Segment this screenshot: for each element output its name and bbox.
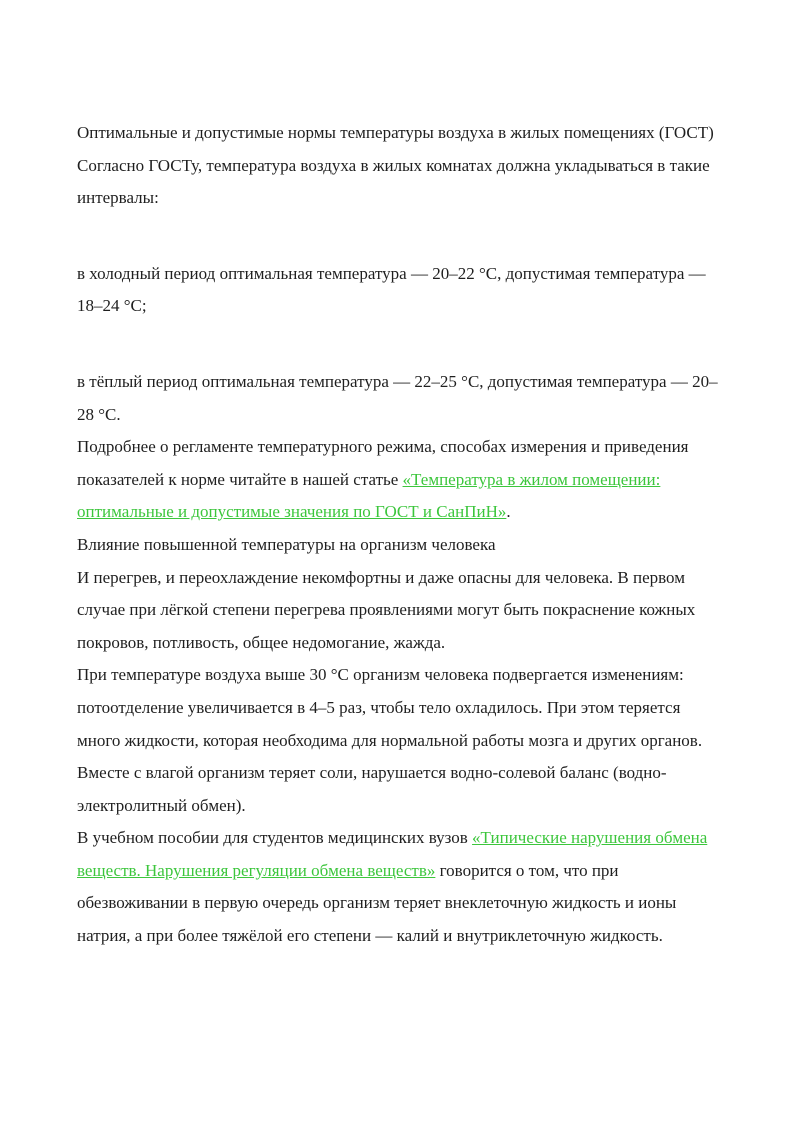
list-item-warm-period: в тёплый период оптимальная температура — 22–25 °С, допустимая температура — 20–28 °С. — [77, 371, 718, 424]
more-info-end: . — [506, 502, 511, 522]
paragraph-above-30c: При температуре воздуха выше 30 °С организм человека подвергается изменениям: потоотделение увеличивается в 4–5 раз, чтобы тело охладилось. При этом теряется много жидкости, которая необходима для нормальной работы мозга и других органов. Вместе с влагой организм теряет соли, нарушается водно-солевой баланс (водно-электролитный обмен). — [77, 665, 703, 815]
more-info-text: Подробнее о регламенте температурного режима, способах измерения и приведения показателей к норме читайте в нашей статье — [77, 437, 689, 489]
spacer — [77, 323, 725, 366]
article-link-temperature[interactable]: «Температура в жилом помещении: оптимальные и допустимые значения по ГОСТ и СанПиН» — [77, 469, 661, 522]
paragraph-overheat: И перегрев, и переохлаждение некомфортны и даже опасны для человека. В первом случае при лёгкой степени перегрева проявлениями могут быть покраснение кожных покровов, потливость, общее недомогание, жажда. — [77, 567, 696, 652]
textbook-link-metabolism[interactable]: «Типические нарушения обмена веществ. Нарушения регуляции обмена веществ» — [77, 828, 708, 880]
paragraph-textbook — [77, 822, 725, 952]
paragraph-more-info — [77, 431, 725, 529]
textbook-text: В учебном пособии для студентов медицинских вузов — [77, 828, 473, 848]
list-item-cold-period: в холодный период оптимальная температура — 20–22 °С, допустимая температура — 18–24 °С; — [77, 263, 706, 316]
section-heading-gost: Оптимальные и допустимые нормы температуры воздуха в жилых помещениях (ГОСТ) — [77, 123, 714, 142]
section-heading-influence: Влияние повышенной температуры на организм человека — [77, 534, 496, 554]
paragraph-intro-gost: Согласно ГОСТу, температура воздуха в жилых комнатах должна укладываться в такие интервалы: — [77, 155, 710, 208]
document-body — [77, 117, 725, 953]
textbook-text-end: говорится о том, что при обезвоживании в первую очередь организм теряет внеклеточную жидкость и ионы натрия, а при более тяжёлой его степени — калий и внутриклеточную жидкость. — [77, 860, 677, 946]
spacer — [77, 215, 725, 258]
